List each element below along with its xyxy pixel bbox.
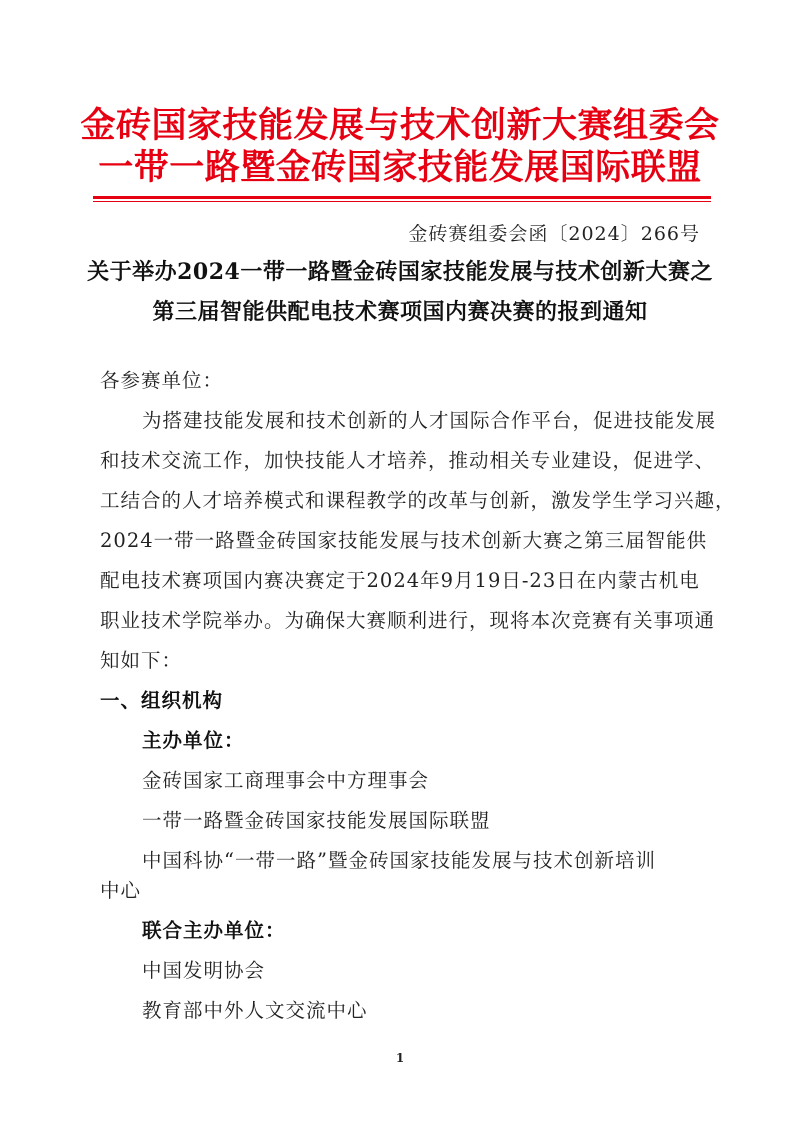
intro-line: 工结合的人才培养模式和课程教学的改革与创新，激发学生学习兴趣， xyxy=(100,489,736,512)
issuer-line-2: 一带一路暨金砖国家技能发展国际联盟 xyxy=(98,147,702,188)
co-organizers-label: 联合主办单位： xyxy=(142,919,286,942)
header-divider-thick xyxy=(93,196,711,199)
issuer-line-1: 金砖国家技能发展与技术创新大赛组委会 xyxy=(80,105,720,146)
notice-title-line-1: 关于举办2024一带一路暨金砖国家技能发展与技术创新大赛之 xyxy=(87,259,713,285)
page-number: 1 xyxy=(395,1051,405,1065)
notice-title-line-2: 第三届智能供配电技术赛项国内赛决赛的报到通知 xyxy=(152,299,648,325)
salutation: 各参赛单位： xyxy=(100,369,224,392)
header-divider-thin xyxy=(93,201,711,202)
organizer-item: 金砖国家工商理事会中方理事会 xyxy=(142,769,430,792)
organizer-item: 中国科协“一带一路”暨金砖国家技能发展与技术创新培训 xyxy=(142,849,656,872)
intro-line: 知如下： xyxy=(100,649,183,672)
document-number: 金砖赛组委会函〔2024〕266号 xyxy=(408,223,700,245)
intro-line: 为搭建技能发展和技术创新的人才国际合作平台，促进技能发展 xyxy=(142,409,717,432)
section-heading: 一、组织机构 xyxy=(100,689,224,712)
organizer-item-continuation: 中心 xyxy=(100,879,142,902)
organizers-label: 主办单位： xyxy=(142,729,245,752)
co-organizer-item: 教育部中外人文交流中心 xyxy=(142,999,368,1022)
intro-line: 配电技术赛项国内赛决赛定于2024年9月19日-23日在内蒙古机电 xyxy=(100,569,700,592)
co-organizer-item: 中国发明协会 xyxy=(142,959,266,982)
intro-line: 职业技术学院举办。为确保大赛顺利进行，现将本次竞赛有关事项通 xyxy=(100,609,716,632)
organizer-item: 一带一路暨金砖国家技能发展国际联盟 xyxy=(142,809,491,832)
intro-line: 和技术交流工作，加快技能人才培养，推动相关专业建设，促进学、 xyxy=(100,449,716,472)
intro-line: 2024一带一路暨金砖国家技能发展与技术创新大赛之第三届智能供 xyxy=(100,529,708,552)
